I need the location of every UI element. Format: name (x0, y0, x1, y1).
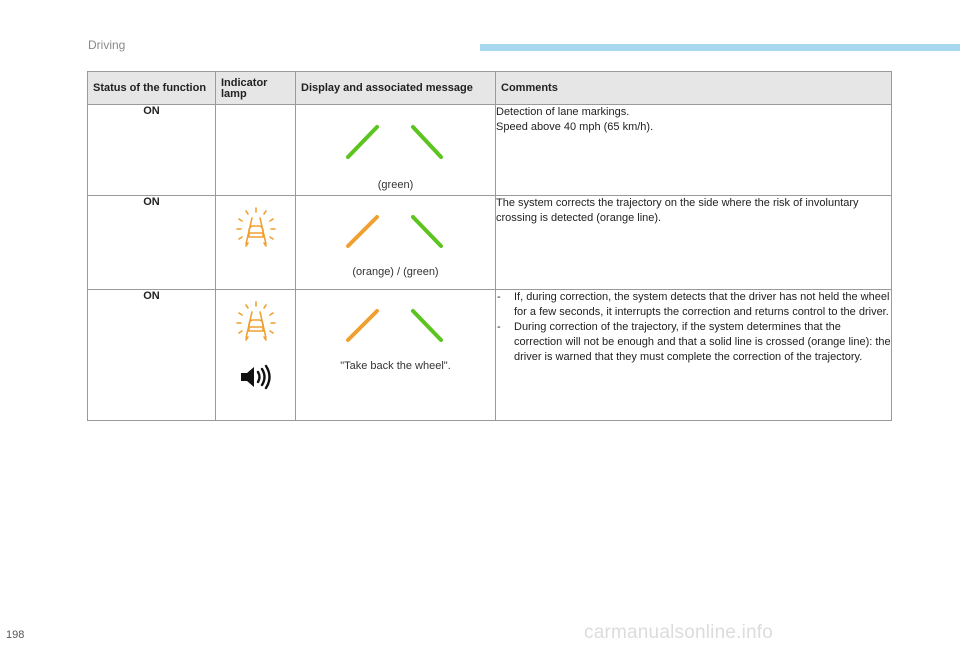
bullet-marker: - (497, 321, 501, 333)
comment-bullet (496, 290, 891, 320)
indicator-lamp-cell (216, 196, 296, 290)
page-number: 198 (6, 629, 25, 641)
lane-keep-warning-icon (234, 206, 278, 250)
table-row (88, 290, 892, 421)
display-caption: (orange) / (green) (352, 266, 439, 278)
comments-cell (496, 290, 892, 421)
speaker-icon (239, 364, 273, 390)
lane-lines-green-icon (296, 105, 496, 163)
comment-line: The system corrects the trajectory on the side where the risk of involuntary crossing is detected (orange line). (496, 197, 859, 224)
comment-line: Speed above 40 mph (65 km/h). (496, 121, 654, 133)
bullet-marker: - (497, 291, 501, 303)
lane-keeping-status-table (87, 71, 892, 421)
watermark: carmanualsonline.info (584, 622, 774, 643)
comments-cell (496, 196, 892, 290)
display-caption: (green) (377, 179, 414, 191)
lane-lines-orange-green-icon (296, 196, 496, 254)
column-header-indicator-lamp: Indicator lamp (216, 72, 296, 105)
comment-line: Detection of lane markings. (496, 106, 630, 118)
section-title: Driving (88, 38, 126, 52)
display-caption: "Take back the wheel". (340, 360, 451, 372)
status-cell: ON (88, 196, 216, 290)
display-cell (296, 196, 496, 290)
indicator-lamp-cell (216, 290, 296, 421)
display-cell (296, 105, 496, 196)
comment-bullet (496, 320, 891, 365)
display-cell (296, 290, 496, 421)
status-cell: ON (88, 290, 216, 421)
table-row (88, 196, 892, 290)
bullet-text: If, during correction, the system detects that the driver has not held the wheel for a few seconds, it interrupts the correction and returns control to the driver. (514, 291, 890, 318)
column-header-comments: Comments (496, 72, 892, 105)
lane-lines-orange-green-icon (296, 290, 496, 350)
bullet-text: During correction of the trajectory, if the system determines that the correction will not be enough and that a solid line is crossed (orange line): the driver is warned that they must complete the correction of the trajectory. (514, 321, 891, 363)
indicator-lamp-cell-empty (216, 105, 296, 196)
comments-cell (496, 105, 892, 196)
column-header-status: Status of the function (88, 72, 216, 105)
section-accent-bar (480, 44, 960, 51)
table-header-row (88, 72, 892, 105)
table-row (88, 105, 892, 196)
column-header-display: Display and associated message (296, 72, 496, 105)
lane-keep-warning-icon (234, 300, 278, 344)
status-cell: ON (88, 105, 216, 196)
